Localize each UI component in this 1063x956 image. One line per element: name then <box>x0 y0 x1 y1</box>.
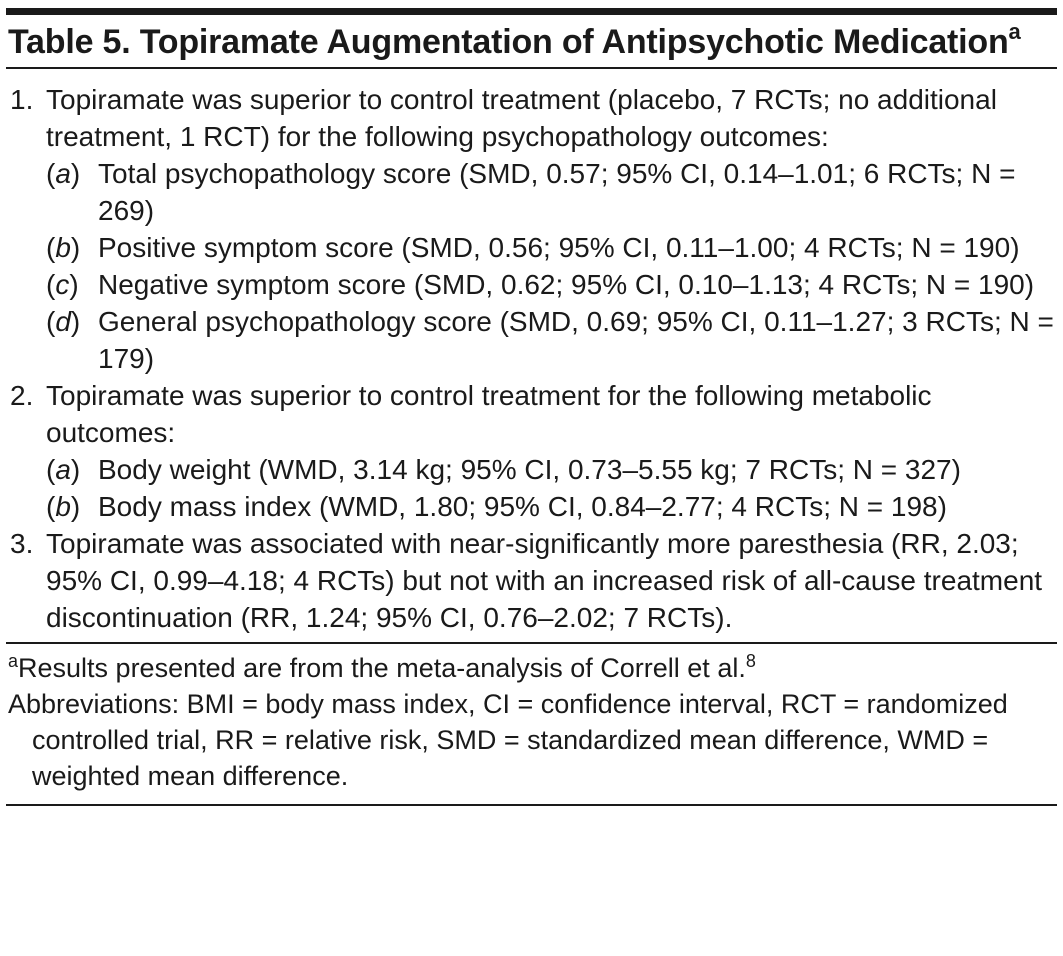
sub-item-label: d <box>55 306 71 337</box>
top-rule <box>6 8 1057 15</box>
sub-item-text: General psychopathology score (SMD, 0.69; 95% CI, 0.11–1.27; 3 RCTs; N = 179) <box>98 306 1054 374</box>
sub-item-text: Negative symptom score (SMD, 0.62; 95% CI, 0.10–1.13; 4 RCTs; N = 190) <box>98 269 1035 300</box>
footnote-marker: a <box>8 651 19 671</box>
item-number: 2. <box>10 380 34 411</box>
footnote-text: Results presented are from the meta-analysis of Correll et al. <box>18 653 746 683</box>
sub-item: (c) Negative symptom score (SMD, 0.62; 95% CI, 0.10–1.13; 4 RCTs; N = 190) <box>46 266 1057 303</box>
sub-item-label: b <box>55 232 71 263</box>
item-text: Topiramate was superior to control treatment (placebo, 7 RCTs; no additional treatment, 1 RCT) for the following psychopathology outcomes: <box>46 84 997 152</box>
sub-item: (a) Total psychopathology score (SMD, 0.57; 95% CI, 0.14–1.01; 6 RCTs; N = 269) <box>46 155 1057 229</box>
sub-item-text: Body mass index (WMD, 1.80; 95% CI, 0.84–2.77; 4 RCTs; N = 198) <box>98 491 947 522</box>
list-item-1 <box>6 81 1057 377</box>
sub-item-label: c <box>55 269 70 300</box>
sub-item-text: Body weight (WMD, 3.14 kg; 95% CI, 0.73–5.55 kg; 7 RCTs; N = 327) <box>98 454 961 485</box>
title-footnote-marker: a <box>1008 19 1021 44</box>
footnote-a <box>8 650 1057 686</box>
item-number: 3. <box>10 528 34 559</box>
sub-item: (b) Positive symptom score (SMD, 0.56; 95% CI, 0.11–1.00; 4 RCTs; N = 190) <box>46 229 1057 266</box>
bottom-rule <box>6 804 1057 806</box>
item-text: Topiramate was superior to control treatment for the following metabolic outcomes: <box>46 380 932 448</box>
item-text: Topiramate was associated with near-significantly more paresthesia (RR, 2.03; 95% CI, 0.99–4.18; 4 RCTs) but not with an increased risk of all-cause treatment discontinuation (RR, 1.24; 95% CI, 0.76–2.02; 7 RCTs). <box>46 528 1043 633</box>
sub-item-label: b <box>55 491 71 522</box>
sub-item: (a) Body weight (WMD, 3.14 kg; 95% CI, 0.73–5.55 kg; 7 RCTs; N = 327) <box>46 451 1057 488</box>
sub-item-label: a <box>55 454 71 485</box>
item-number: 1. <box>10 84 34 115</box>
list-item-3 <box>6 525 1057 636</box>
abbreviations: Abbreviations: BMI = body mass index, CI = confidence interval, RCT = randomized controlled trial, RR = relative risk, SMD = standardized mean difference, WMD = weighted mean difference. <box>8 689 1008 791</box>
list-item-2 <box>6 377 1057 525</box>
sub-item: (b) Body mass index (WMD, 1.80; 95% CI, 0.84–2.77; 4 RCTs; N = 198) <box>46 488 1057 525</box>
sub-item-text: Positive symptom score (SMD, 0.56; 95% CI, 0.11–1.00; 4 RCTs; N = 190) <box>98 232 1020 263</box>
sub-item: (d) General psychopathology score (SMD, 0.69; 95% CI, 0.11–1.27; 3 RCTs; N = 179) <box>46 303 1057 377</box>
reference-number: 8 <box>745 651 756 671</box>
sub-item-text: Total psychopathology score (SMD, 0.57; 95% CI, 0.14–1.01; 6 RCTs; N = 269) <box>98 158 1016 226</box>
table-body <box>6 69 1057 636</box>
sub-item-label: a <box>55 158 71 189</box>
table-5 <box>6 0 1057 806</box>
table-footnotes <box>6 644 1057 794</box>
table-title <box>6 19 1057 61</box>
table-title-text: Table 5. Topiramate Augmentation of Antipsychotic Medication <box>8 23 1009 61</box>
